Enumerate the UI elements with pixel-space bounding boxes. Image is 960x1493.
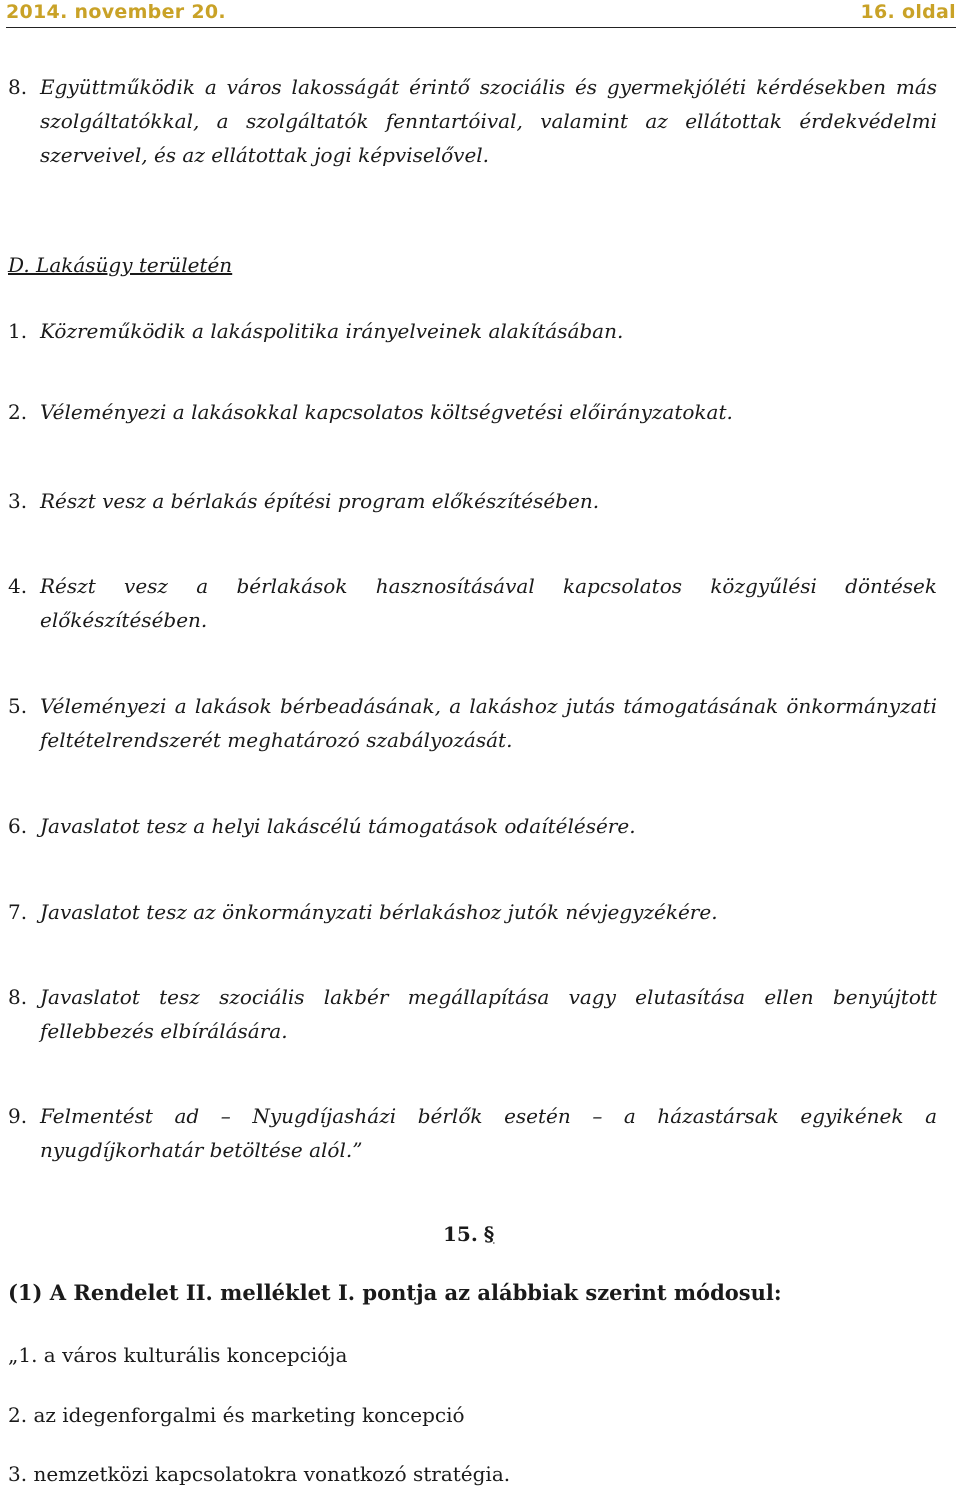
- item-text: Közreműködik a lakáspolitika irányelveinek alakításában.: [40, 319, 624, 343]
- item-text: Véleményezi a lakásokkal kapcsolatos költségvetési előirányzatokat.: [40, 400, 733, 424]
- list-item: [8, 1099, 937, 1167]
- section-symbol: §: [483, 1222, 495, 1246]
- list-item: [8, 314, 937, 348]
- item-number: 9.: [8, 1104, 28, 1128]
- item-number: 8.: [8, 985, 28, 1009]
- item-number: 3.: [8, 489, 28, 513]
- list-item: [8, 484, 937, 518]
- list-item: [8, 70, 937, 172]
- item-text: Javaslatot tesz a helyi lakáscélú támogatások odaítélésére.: [40, 814, 636, 838]
- section-heading: D. Lakásügy területén: [8, 253, 233, 277]
- section-number: [443, 1222, 494, 1246]
- item-text: Részt vesz a bérlakás építési program előkészítésében.: [40, 489, 600, 513]
- item-text: Részt vesz a bérlakások hasznosításával kapcsolatos közgyűlési döntések előkészítésében.: [40, 574, 937, 632]
- item-number: 8.: [8, 75, 28, 99]
- section-number-text: 15.: [443, 1222, 478, 1246]
- item-text: Véleményezi a lakások bérbeadásának, a lakáshoz jutás támogatásának önkormányzati feltételrendszerét meghatározó szabályozását.: [40, 694, 937, 752]
- list-item: [8, 980, 937, 1048]
- list-item: [8, 689, 937, 757]
- list-item: [8, 895, 937, 929]
- item-number: 5.: [8, 694, 28, 718]
- header-page-number: 16. oldal: [860, 1, 956, 23]
- header-date: 2014. november 20.: [6, 1, 226, 23]
- item-number: 7.: [8, 900, 28, 924]
- list-item: [8, 809, 937, 843]
- page-header: [6, 0, 956, 28]
- item-text: Együttműködik a város lakosságát érintő szociális és gyermekjóléti kérdésekben más szolgáltatókkal, a szolgáltatók fenntartóival, valamint az ellátottak érdekvédelmi szerveivel, és az ellátottak jogi képviselővel.: [40, 75, 937, 167]
- item-number: 6.: [8, 814, 28, 838]
- list-item: [8, 395, 937, 429]
- list-item: 3. nemzetközi kapcsolatokra vonatkozó stratégia.: [8, 1462, 511, 1486]
- list-item: 2. az idegenforgalmi és marketing koncepció: [8, 1403, 465, 1427]
- item-text: Felmentést ad – Nyugdíjasházi bérlők esetén – a házastársak egyikének a nyugdíjkorhatár betöltése alól.”: [40, 1104, 937, 1162]
- item-number: 1.: [8, 319, 28, 343]
- list-item: [8, 569, 937, 637]
- item-number: 4.: [8, 574, 28, 598]
- amendment-heading: (1) A Rendelet II. melléklet I. pontja az alábbiak szerint módosul:: [8, 1280, 782, 1305]
- list-item: „1. a város kulturális koncepciója: [8, 1343, 348, 1367]
- item-text: Javaslatot tesz szociális lakbér megállapítása vagy elutasítása ellen benyújtott fellebbezés elbírálására.: [40, 985, 937, 1043]
- item-number: 2.: [8, 400, 28, 424]
- item-text: Javaslatot tesz az önkormányzati bérlakáshoz jutók névjegyzékére.: [40, 900, 718, 924]
